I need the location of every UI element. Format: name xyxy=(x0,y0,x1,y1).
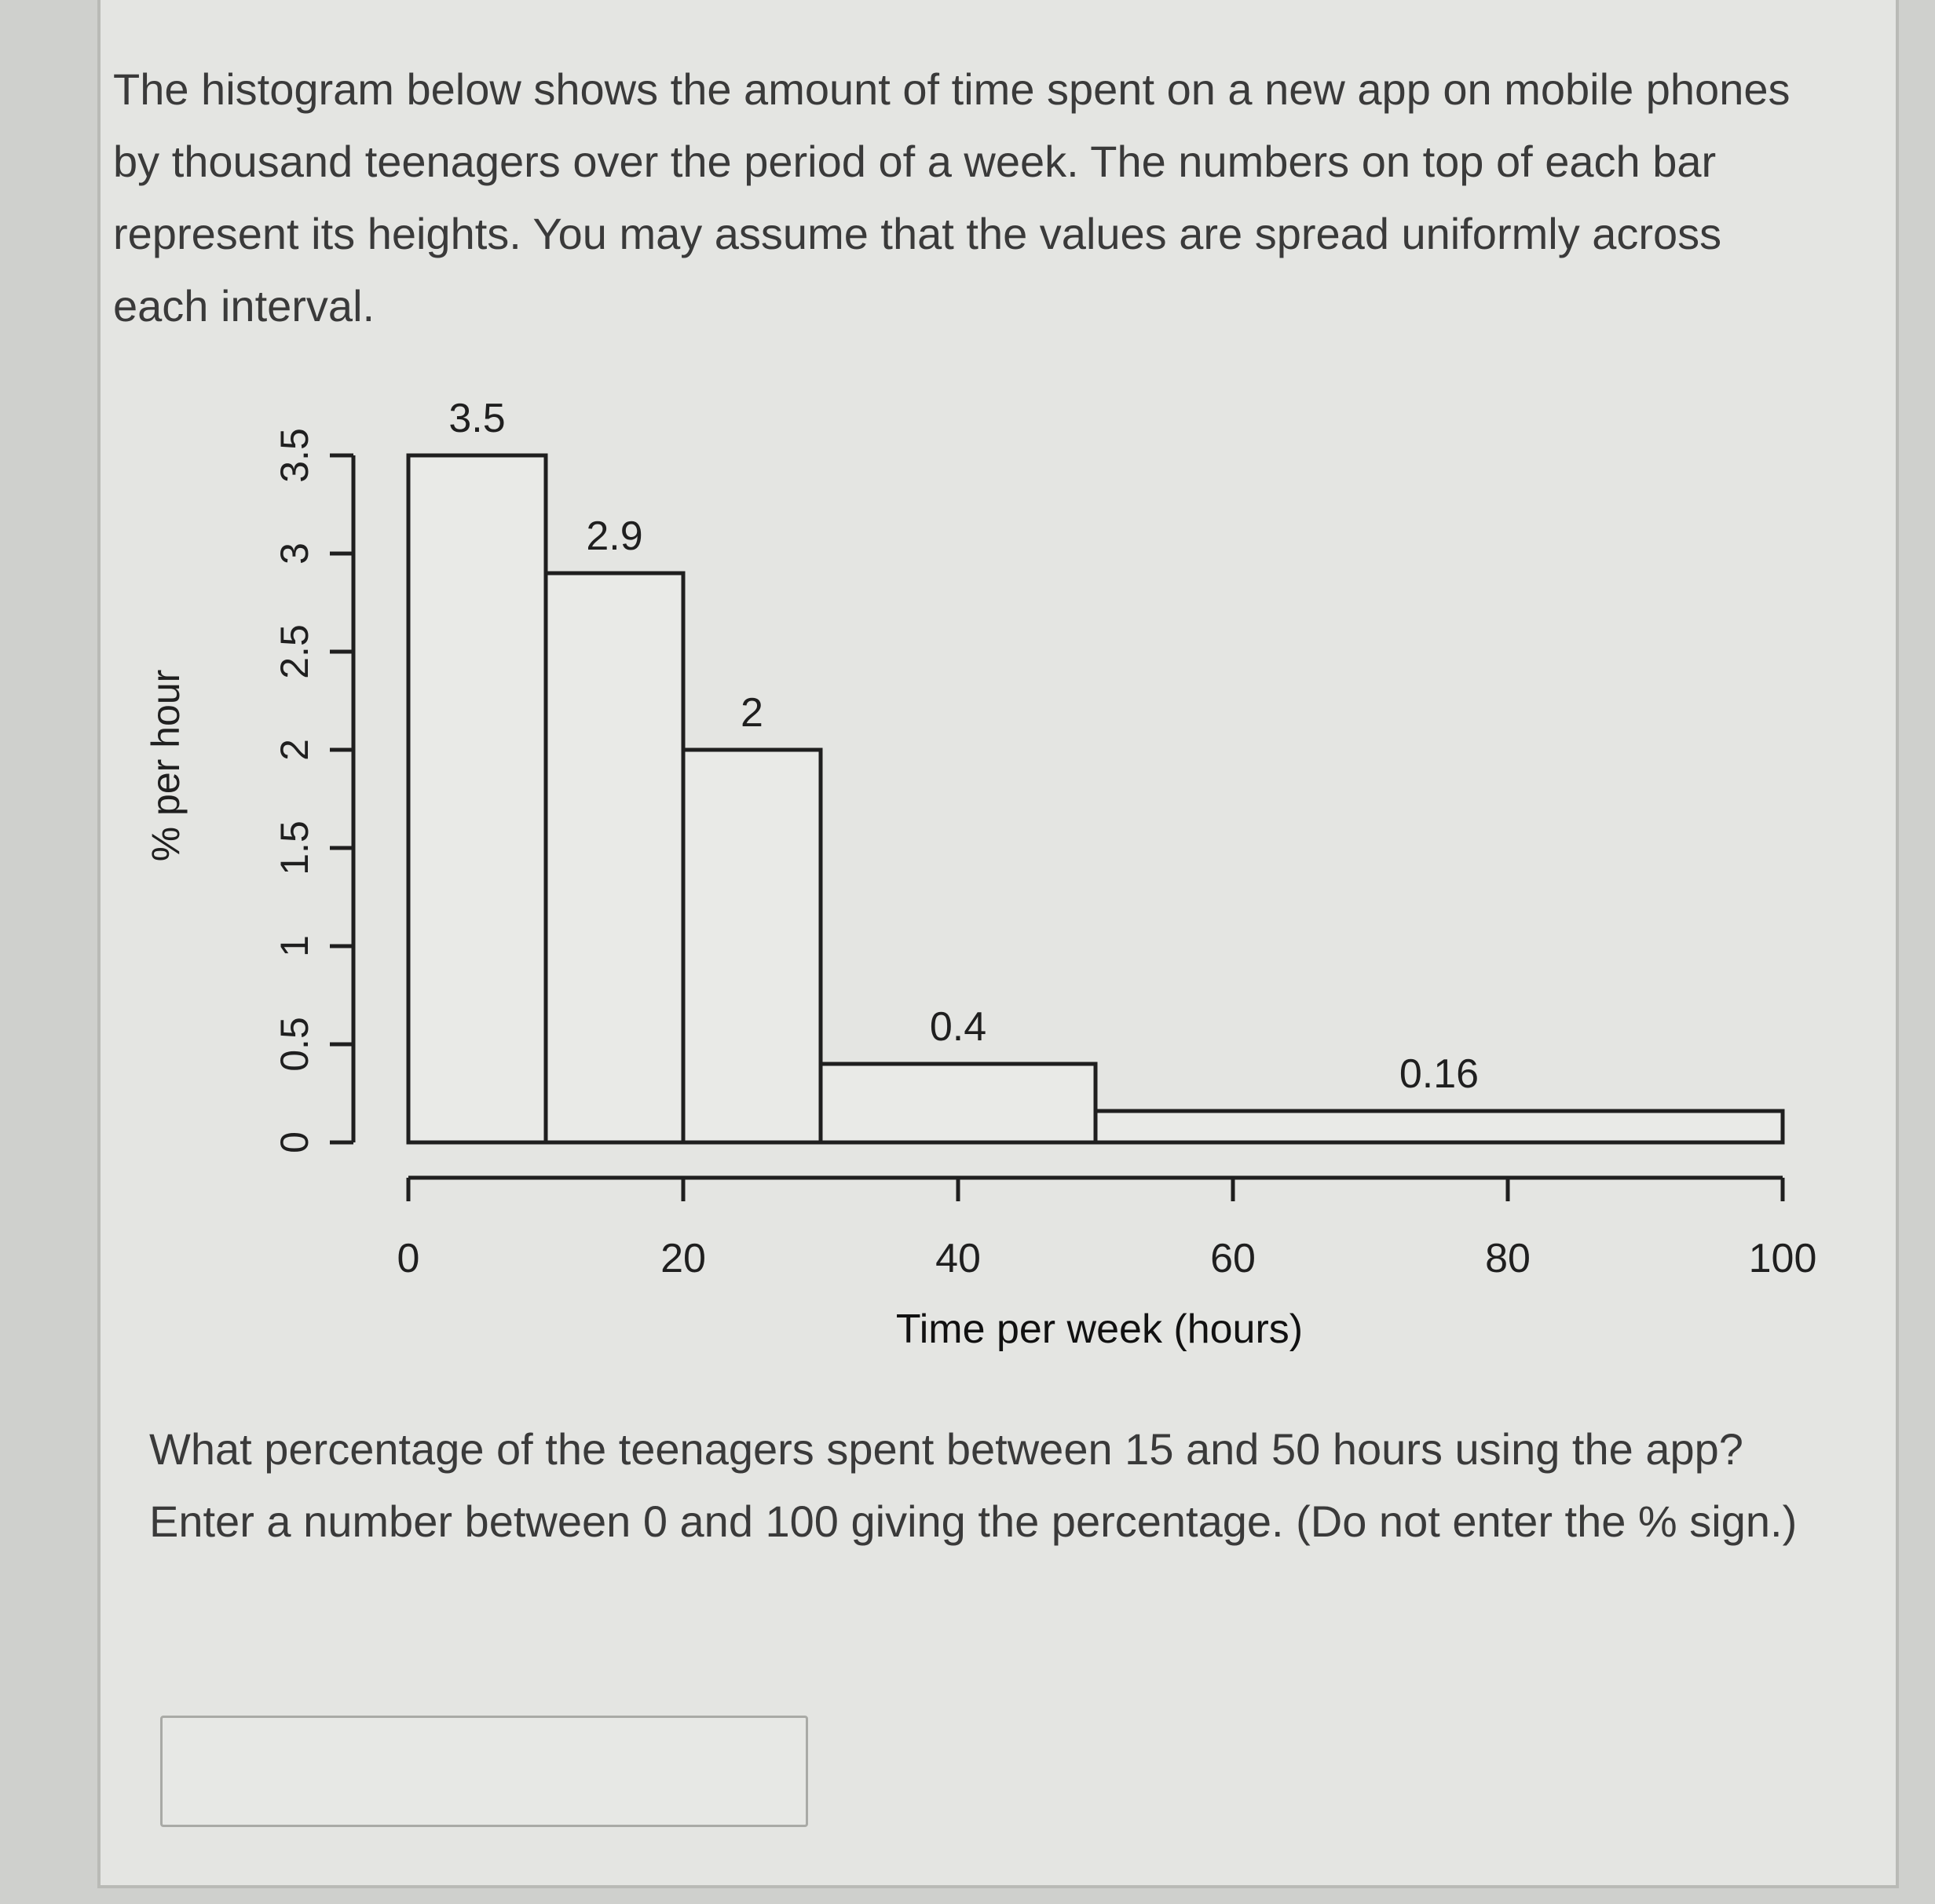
histogram-bar xyxy=(408,455,546,1142)
bar-value-label: 0.4 xyxy=(929,1004,987,1050)
y-tick-label: 1 xyxy=(273,935,316,957)
x-tick-label: 80 xyxy=(1485,1236,1531,1281)
question-intro: The histogram below shows the amount of time spent on a new app on mobile phones by thousand teenagers over the period of a week. The numbers on top of each bar represent its heights. You may assume that the values are spread uniformly across each interval. xyxy=(113,64,1791,331)
bar-value-label: 0.16 xyxy=(1399,1051,1480,1097)
histogram-bar xyxy=(821,1064,1096,1142)
x-axis-label: Time per week (hours) xyxy=(895,1306,1304,1352)
x-tick-label: 20 xyxy=(660,1236,706,1281)
x-tick-label: 0 xyxy=(397,1236,420,1281)
x-tick-label: 100 xyxy=(1748,1236,1817,1281)
histogram-bar xyxy=(1096,1111,1783,1142)
y-tick-label: 3.5 xyxy=(273,428,316,483)
y-tick-label: 0 xyxy=(273,1131,316,1153)
histogram-bar xyxy=(546,573,683,1142)
y-tick-label: 2 xyxy=(273,739,316,761)
bar-value-label: 2.9 xyxy=(586,513,643,559)
x-tick-label: 40 xyxy=(935,1236,981,1281)
y-tick-label: 1.5 xyxy=(273,820,316,875)
answer-input[interactable] xyxy=(160,1716,808,1827)
x-tick-label: 60 xyxy=(1210,1236,1256,1281)
y-tick-label: 2.5 xyxy=(273,624,316,679)
histogram-bar xyxy=(683,750,821,1142)
bar-value-label: 2 xyxy=(741,690,763,736)
question-prompt: What percentage of the teenagers spent between 15 and 50 hours using the app? Enter a number between 0 and 100 giving the percentage. (Do not enter the % sign.) xyxy=(149,1424,1798,1546)
y-axis-label: % per hour xyxy=(144,669,188,862)
histogram-chart xyxy=(118,369,1845,1374)
bar-value-label: 3.5 xyxy=(448,396,506,441)
y-tick-label: 3 xyxy=(273,543,316,565)
y-tick-label: 0.5 xyxy=(273,1017,316,1072)
